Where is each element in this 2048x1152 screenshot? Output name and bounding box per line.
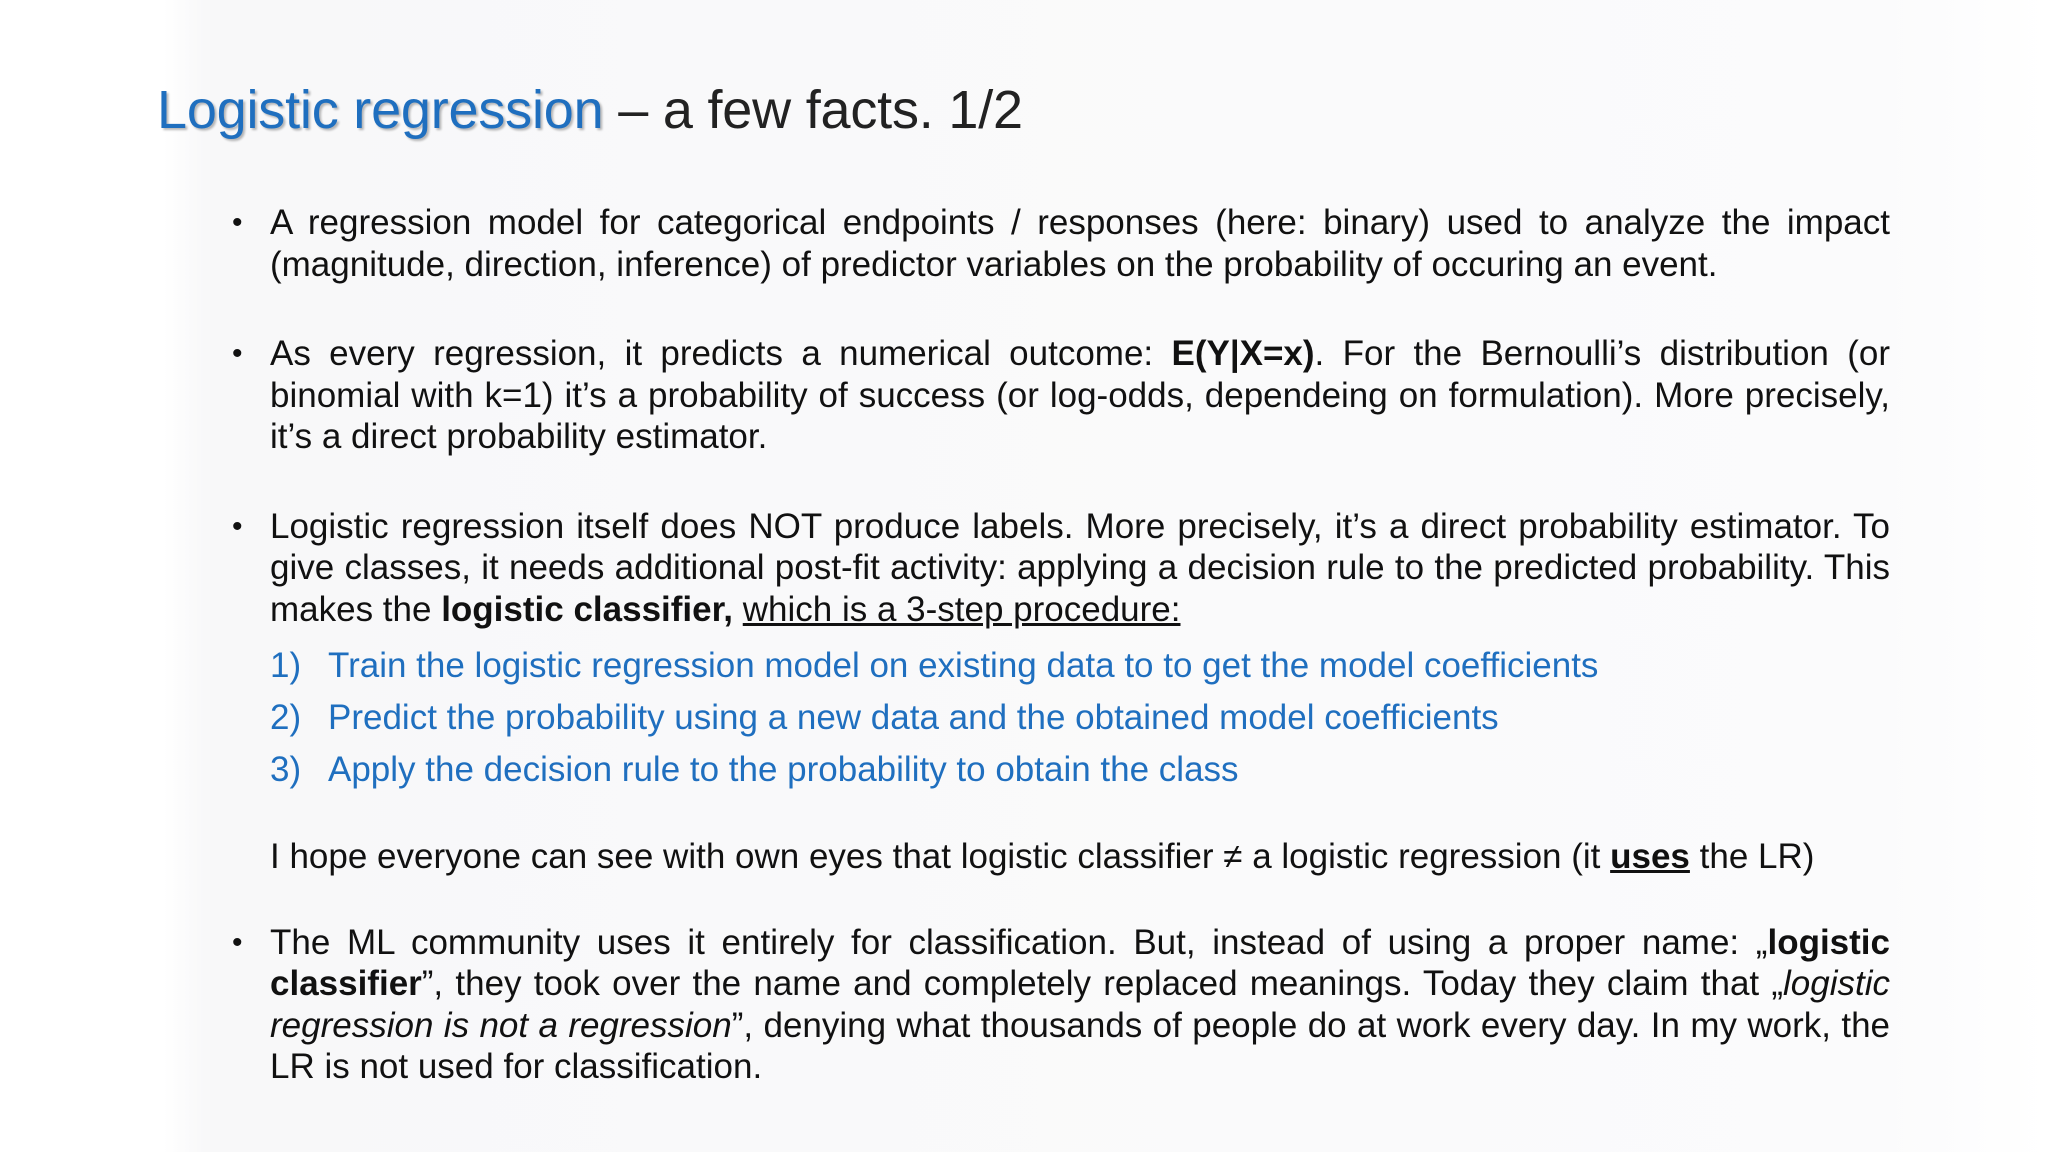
title-rest: – a few facts. 1/2 [603,80,1023,140]
bullet-marker: • [232,925,243,959]
step-text: Train the logistic regression model on existing data to to get the model coefficients [328,646,1599,685]
step-number: 2) [270,698,302,737]
bullet-text-post: ”, denying what thousands of people do at work every day. In my work, the LR is not used for classification. [270,1005,1890,1086]
uses-emphasis: uses [1610,837,1690,876]
procedure-step-1 [270,640,1890,692]
bullet-marker: • [232,509,243,543]
slide-title [157,72,1023,148]
bullet-text-pre: As every regression, it predicts a numerical outcome: [270,334,1172,373]
bullet-text-pre: The ML community uses it entirely for classification. But, instead of using a proper name: „ [270,922,1768,962]
hope-text-post: the LR) [1689,837,1815,876]
step-number: 3) [270,750,302,789]
bullet-marker: • [232,206,243,239]
bullet-text-post: . For the Bernoulli’s distribution (or binomial with k=1) it’s a probability of success (or log-odds, dependeing on formulation). More precisely, it’s a direct probability estimator. [270,334,1890,456]
claim-quote: logistic regression is not a regression [270,964,1890,1045]
procedure-step-2 [270,692,1890,744]
step-number: 1) [270,646,302,685]
expectation-formula: E(Y|X=x) [1171,334,1315,373]
bullet-text-pre: Logistic regression itself does NOT produce labels. More precisely, it’s a direct probability estimator. To give classes, it needs additional post-fit activity: applying a decision rule to the predicted probability. This makes the [270,506,1890,629]
bullet-item-classifier [232,506,1890,631]
step-text: Apply the decision rule to the probability to obtain the class [328,750,1239,789]
hope-note [270,836,1890,878]
bullet-item-numerical-outcome [232,333,1890,458]
logistic-classifier-term: logistic classifier, [441,589,734,629]
bullet-list [232,202,1890,1088]
bullet-text: A regression model for categorical endpoints / responses (here: binary) used to analyze the impact (magnitude, direction, inference) of predictor variables on the probability of occuring an event. [270,203,1890,284]
procedure-step-3 [270,744,1890,796]
logistic-classifier-term: logistic classifier [270,922,1890,1003]
bullet-marker: • [232,337,243,370]
hope-text-pre: I hope everyone can see with own eyes that logistic classifier ≠ a logistic regression (it [270,837,1611,876]
title-accent: Logistic regression [157,80,604,140]
step-text: Predict the probability using a new data and the obtained model coefficients [328,698,1499,737]
bullet-item-definition [232,202,1890,285]
spacer [733,590,743,629]
three-step-procedure-text: which is a 3-step procedure: [742,589,1181,629]
bullet-item-ml-community [232,922,1890,1088]
procedure-steps [270,640,1890,796]
bullet-text-mid: ”, they took over the name and completely replaced meanings. Today they claim that „ [421,964,1784,1003]
